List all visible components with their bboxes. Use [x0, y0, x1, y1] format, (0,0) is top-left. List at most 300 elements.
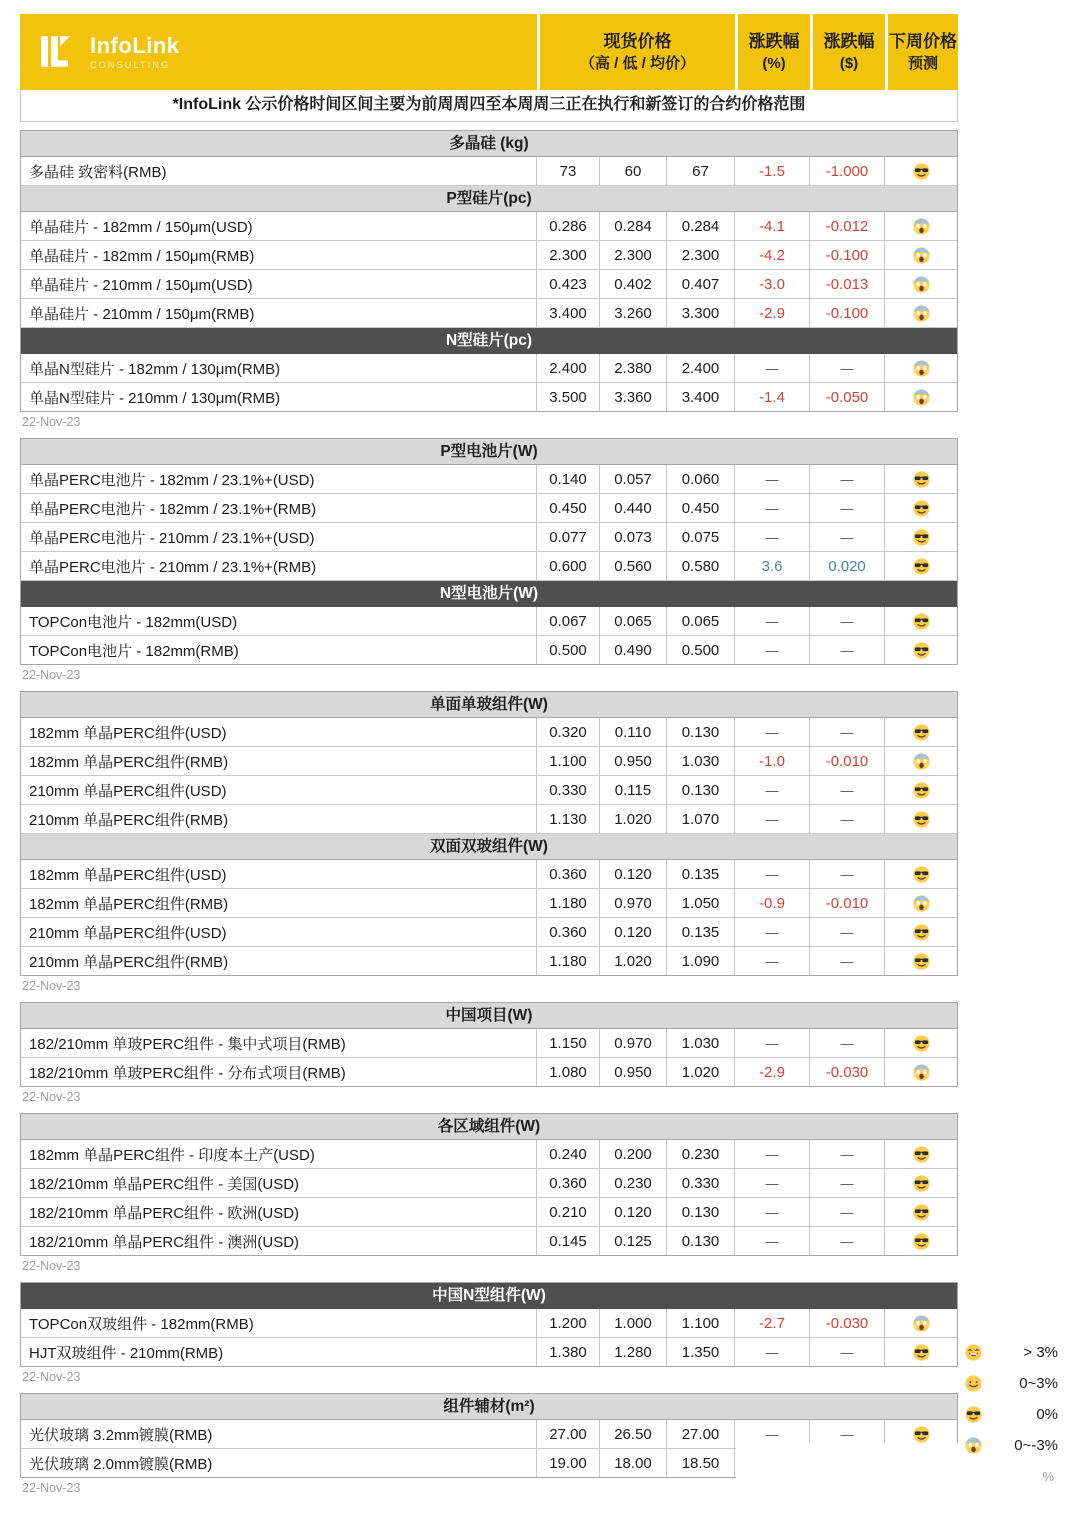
table-row [21, 1140, 957, 1169]
sunglasses-emoji-icon [913, 866, 930, 883]
price-low: 0.120 [599, 1198, 666, 1226]
price-average: 0.450 [666, 494, 734, 522]
price-low: 2.380 [599, 354, 666, 382]
price-high: 1.100 [536, 747, 599, 775]
change-percent: — [734, 1338, 809, 1366]
change-dollar: -0.100 [809, 241, 884, 269]
change-dollar: -0.030 [809, 1309, 884, 1337]
table-row [21, 354, 957, 383]
table-row [21, 212, 957, 241]
change-percent: — [734, 354, 809, 382]
price-low: 1.020 [599, 805, 666, 833]
price-low: 0.950 [599, 747, 666, 775]
change-dollar: — [809, 607, 884, 635]
section-header: 中国N型组件(W) [21, 1283, 957, 1309]
legend-item [960, 1399, 1070, 1430]
product-label: 单晶PERC电池片 - 210mm / 23.1%+(RMB) [29, 558, 317, 576]
change-percent: — [734, 718, 809, 746]
price-low: 0.120 [599, 918, 666, 946]
forecast-cell [884, 1140, 957, 1168]
change-percent: — [734, 947, 809, 975]
price-low: 0.440 [599, 494, 666, 522]
forecast-cell [884, 1227, 957, 1255]
legend-item [960, 1430, 1070, 1461]
table-row [21, 607, 957, 636]
forecast-cell [884, 860, 957, 888]
forecast-cell [884, 494, 957, 522]
section-header: 组件辅材(m²) [21, 1394, 957, 1420]
forecast-cell [884, 1169, 957, 1197]
change-dollar: 0.020 [809, 552, 884, 580]
price-high: 1.180 [536, 889, 599, 917]
change-percent: — [734, 860, 809, 888]
table-row [21, 465, 957, 494]
forecast-cell [884, 212, 957, 240]
change-percent: — [734, 1169, 809, 1197]
change-percent: — [734, 1420, 809, 1448]
table-row [21, 241, 957, 270]
table-row [21, 805, 957, 834]
product-label: 182/210mm 单晶PERC组件 - 欧洲(USD) [29, 1204, 300, 1222]
block-date: 22-Nov-23 [22, 415, 81, 429]
price-average: 0.130 [666, 776, 734, 804]
sunglasses-emoji-icon [913, 1233, 930, 1250]
price-high: 0.360 [536, 860, 599, 888]
forecast-legend [960, 1337, 1070, 1492]
forecast-cell [884, 383, 957, 411]
change-dollar: — [809, 465, 884, 493]
sunglasses-emoji-icon [913, 500, 930, 517]
change-percent: — [734, 1198, 809, 1226]
change-percent: — [734, 636, 809, 664]
price-table-block [20, 1282, 958, 1367]
change-percent: -4.1 [734, 212, 809, 240]
sunglasses-emoji-icon [913, 642, 930, 659]
product-label: TOPCon电池片 - 182mm(USD) [29, 613, 238, 631]
grin-emoji-icon [965, 1344, 982, 1361]
product-label: 182/210mm 单玻PERC组件 - 集中式项目(RMB) [29, 1035, 346, 1053]
change-dollar: — [809, 805, 884, 833]
price-average: 1.090 [666, 947, 734, 975]
table-row [21, 1058, 957, 1086]
price-average: 0.330 [666, 1169, 734, 1197]
product-label: 210mm 单晶PERC组件(RMB) [29, 953, 229, 971]
change-dollar: — [809, 1169, 884, 1197]
legend-label: > 3% [1023, 1344, 1058, 1361]
change-dollar: — [809, 636, 884, 664]
section-header: N型电池片(W) [21, 581, 957, 607]
price-high: 2.300 [536, 241, 599, 269]
sunglasses-emoji-icon [913, 1344, 930, 1361]
change-percent: — [734, 494, 809, 522]
change-dollar: -0.013 [809, 270, 884, 298]
change-percent: -1.0 [734, 747, 809, 775]
change-percent-title: 涨跌幅 [748, 32, 800, 51]
product-label: 单晶硅片 - 182mm / 150μm(USD) [29, 218, 253, 236]
forecast-cell [884, 636, 957, 664]
price-average: 0.130 [666, 1198, 734, 1226]
price-low: 0.125 [599, 1227, 666, 1255]
product-label: 单晶PERC电池片 - 182mm / 23.1%+(RMB) [29, 500, 317, 518]
forecast-cell [884, 776, 957, 804]
block-date: 22-Nov-23 [22, 979, 81, 993]
table-row [21, 1338, 957, 1366]
product-label: 182mm 单晶PERC组件 - 印度本土产(USD) [29, 1146, 315, 1164]
table-row [21, 299, 957, 328]
price-high: 0.210 [536, 1198, 599, 1226]
change-percent: — [734, 776, 809, 804]
sunglasses-emoji-icon [913, 163, 930, 180]
forecast-cell [884, 1198, 957, 1226]
spot-price-title: 现货价格 [603, 32, 672, 51]
forecast-cell [884, 918, 957, 946]
sunglasses-emoji-icon [913, 558, 930, 575]
product-label: 光伏玻璃 2.0mm镀膜(RMB) [29, 1455, 213, 1473]
price-low: 0.110 [599, 718, 666, 746]
change-percent: — [734, 918, 809, 946]
sunglasses-emoji-icon [913, 1426, 930, 1443]
change-percent-unit: (%) [762, 55, 786, 72]
section-header: 双面双玻组件(W) [21, 834, 957, 860]
change-dollar-unit: ($) [839, 55, 859, 72]
table-row [21, 270, 957, 299]
price-tables [20, 130, 958, 1504]
logo-text [90, 32, 180, 70]
scream-emoji-icon [913, 305, 930, 322]
price-low: 18.00 [599, 1449, 666, 1477]
price-table-block [20, 438, 958, 665]
block-date: 22-Nov-23 [22, 668, 81, 682]
sunglasses-emoji-icon [913, 953, 930, 970]
sunglasses-emoji-icon [913, 1035, 930, 1052]
forecast-cell [884, 1309, 957, 1337]
price-low: 3.260 [599, 299, 666, 327]
product-label: 单晶PERC电池片 - 182mm / 23.1%+(USD) [29, 471, 315, 489]
change-percent: -2.9 [734, 299, 809, 327]
product-label: 单晶N型硅片 - 210mm / 130μm(RMB) [29, 389, 281, 407]
price-average: 1.030 [666, 1029, 734, 1057]
scream-emoji-icon [965, 1437, 982, 1454]
forecast-cell [884, 241, 957, 269]
forecast-cell [884, 552, 957, 580]
price-high: 19.00 [536, 1449, 599, 1477]
price-low: 0.284 [599, 212, 666, 240]
price-average: 0.500 [666, 636, 734, 664]
product-label: 光伏玻璃 3.2mm镀膜(RMB) [29, 1426, 213, 1444]
price-low: 0.057 [599, 465, 666, 493]
forecast-title: 下周价格 [889, 32, 957, 51]
sunglasses-emoji-icon [965, 1406, 982, 1423]
product-label: 单晶硅片 - 182mm / 150μm(RMB) [29, 247, 255, 265]
change-dollar: -0.010 [809, 747, 884, 775]
sunglasses-emoji-icon [913, 471, 930, 488]
legend-emoji [965, 1437, 982, 1454]
price-low: 0.073 [599, 523, 666, 551]
change-dollar: — [809, 1029, 884, 1057]
table-row [21, 552, 957, 581]
price-average: 3.400 [666, 383, 734, 411]
forecast-cell [884, 947, 957, 975]
forecast-cell [884, 889, 957, 917]
price-average: 67 [666, 157, 734, 185]
change-percent: — [734, 465, 809, 493]
change-percent: -0.9 [734, 889, 809, 917]
price-table-block [20, 1113, 958, 1256]
table-row [21, 1198, 957, 1227]
product-label: 182mm 单晶PERC组件(USD) [29, 724, 227, 742]
infolink-logo-mark-icon [38, 30, 80, 74]
scream-emoji-icon [913, 895, 930, 912]
price-high: 0.330 [536, 776, 599, 804]
table-row [21, 1029, 957, 1058]
product-label: 210mm 单晶PERC组件(RMB) [29, 811, 229, 829]
change-dollar: — [809, 1198, 884, 1226]
price-average: 0.407 [666, 270, 734, 298]
change-dollar: — [809, 947, 884, 975]
price-low: 2.300 [599, 241, 666, 269]
product-label: 单晶硅片 - 210mm / 150μm(USD) [29, 276, 253, 294]
price-average: 1.100 [666, 1309, 734, 1337]
sunglasses-emoji-icon [913, 1175, 930, 1192]
product-label: 182mm 单晶PERC组件(RMB) [29, 753, 229, 771]
table-row [21, 494, 957, 523]
change-dollar: -0.100 [809, 299, 884, 327]
sunglasses-emoji-icon [913, 1146, 930, 1163]
change-dollar: -0.030 [809, 1058, 884, 1086]
price-high: 0.145 [536, 1227, 599, 1255]
price-low: 0.230 [599, 1169, 666, 1197]
column-header-change-dollar [810, 14, 885, 90]
product-label: 210mm 单晶PERC组件(USD) [29, 924, 227, 942]
price-table-block [20, 130, 958, 412]
section-header: 单面单玻组件(W) [21, 692, 957, 718]
forecast-cell [884, 805, 957, 833]
price-low: 1.280 [599, 1338, 666, 1366]
price-high: 0.077 [536, 523, 599, 551]
forecast-cell [884, 747, 957, 775]
legend-label: % [1042, 1469, 1054, 1484]
price-high: 1.080 [536, 1058, 599, 1086]
product-label: 单晶N型硅片 - 182mm / 130μm(RMB) [29, 360, 281, 378]
price-report-page [20, 14, 958, 1504]
report-title-bar [20, 14, 958, 90]
table-row [21, 157, 957, 186]
price-average: 1.350 [666, 1338, 734, 1366]
forecast-cell [884, 270, 957, 298]
sunglasses-emoji-icon [913, 811, 930, 828]
change-dollar: -1.000 [809, 157, 884, 185]
forecast-cell [884, 299, 957, 327]
smile-emoji-icon [965, 1375, 982, 1392]
forecast-cell [884, 157, 957, 185]
forecast-cell [884, 523, 957, 551]
price-high: 27.00 [536, 1420, 599, 1448]
forecast-cell [884, 718, 957, 746]
change-dollar: -0.010 [809, 889, 884, 917]
table-row [21, 860, 957, 889]
change-percent: — [734, 1140, 809, 1168]
change-percent: — [734, 805, 809, 833]
product-label: 182mm 单晶PERC组件(USD) [29, 866, 227, 884]
change-dollar-title: 涨跌幅 [823, 32, 875, 51]
change-dollar: -0.050 [809, 383, 884, 411]
forecast-cell [884, 1338, 957, 1366]
price-low: 60 [599, 157, 666, 185]
erased-area-overlay [736, 1443, 960, 1479]
price-low: 0.560 [599, 552, 666, 580]
block-date: 22-Nov-23 [22, 1259, 81, 1273]
price-average: 27.00 [666, 1420, 734, 1448]
scream-emoji-icon [913, 218, 930, 235]
change-percent: — [734, 607, 809, 635]
sunglasses-emoji-icon [913, 1204, 930, 1221]
change-dollar: — [809, 494, 884, 522]
price-high: 0.067 [536, 607, 599, 635]
product-label: 182/210mm 单晶PERC组件 - 美国(USD) [29, 1175, 300, 1193]
price-average: 0.135 [666, 918, 734, 946]
change-dollar: — [809, 918, 884, 946]
table-row [21, 747, 957, 776]
sunglasses-emoji-icon [913, 529, 930, 546]
change-dollar: — [809, 1227, 884, 1255]
block-date: 22-Nov-23 [22, 1090, 81, 1104]
sunglasses-emoji-icon [913, 782, 930, 799]
forecast-cell [884, 1058, 957, 1086]
price-low: 0.065 [599, 607, 666, 635]
price-average: 2.400 [666, 354, 734, 382]
change-percent: — [734, 1029, 809, 1057]
change-percent: 3.6 [734, 552, 809, 580]
price-low: 0.970 [599, 1029, 666, 1057]
section-header: 各区域组件(W) [21, 1114, 957, 1140]
change-dollar: — [809, 718, 884, 746]
price-low: 0.200 [599, 1140, 666, 1168]
price-high: 3.400 [536, 299, 599, 327]
price-average: 0.065 [666, 607, 734, 635]
table-row [21, 383, 957, 411]
price-low: 0.120 [599, 860, 666, 888]
price-high: 0.360 [536, 1169, 599, 1197]
legend-label: 0~-3% [1014, 1437, 1058, 1454]
change-dollar: — [809, 1140, 884, 1168]
sunglasses-emoji-icon [913, 613, 930, 630]
price-average: 3.300 [666, 299, 734, 327]
price-high: 2.400 [536, 354, 599, 382]
price-high: 0.286 [536, 212, 599, 240]
section-header: N型硅片(pc) [21, 328, 957, 354]
price-average: 0.230 [666, 1140, 734, 1168]
change-percent: — [734, 1227, 809, 1255]
product-label: TOPCon电池片 - 182mm(RMB) [29, 642, 239, 660]
table-row [21, 1309, 957, 1338]
price-high: 3.500 [536, 383, 599, 411]
forecast-cell [884, 354, 957, 382]
change-dollar: — [809, 776, 884, 804]
price-average: 0.135 [666, 860, 734, 888]
price-high: 1.180 [536, 947, 599, 975]
price-period-note: *InfoLink 公示价格时间区间主要为前周周四至本周周三正在执行和新签订的合约价格范围 [20, 90, 958, 122]
change-percent: -1.4 [734, 383, 809, 411]
change-dollar: — [809, 860, 884, 888]
legend-emoji [965, 1406, 982, 1423]
sunglasses-emoji-icon [913, 724, 930, 741]
section-header: 中国项目(W) [21, 1003, 957, 1029]
block-date: 22-Nov-23 [22, 1370, 81, 1384]
legend-item [960, 1461, 1070, 1492]
price-high: 1.380 [536, 1338, 599, 1366]
table-row [21, 1169, 957, 1198]
product-label: 多晶硅 致密料(RMB) [29, 163, 167, 181]
change-percent: -4.2 [734, 241, 809, 269]
price-low: 0.402 [599, 270, 666, 298]
price-high: 0.320 [536, 718, 599, 746]
product-label: 单晶PERC电池片 - 210mm / 23.1%+(USD) [29, 529, 315, 547]
table-row [21, 776, 957, 805]
legend-label: 0% [1036, 1406, 1058, 1423]
price-low: 0.115 [599, 776, 666, 804]
price-high: 1.200 [536, 1309, 599, 1337]
product-label: TOPCon双玻组件 - 182mm(RMB) [29, 1315, 254, 1333]
scream-emoji-icon [913, 276, 930, 293]
infolink-logo [20, 14, 537, 90]
price-average: 0.130 [666, 718, 734, 746]
price-average: 0.580 [666, 552, 734, 580]
table-row [21, 636, 957, 664]
legend-label: 0~3% [1019, 1375, 1058, 1392]
change-percent: — [734, 523, 809, 551]
change-dollar: — [809, 1420, 884, 1448]
price-high: 73 [536, 157, 599, 185]
price-low: 1.020 [599, 947, 666, 975]
table-row [21, 1227, 957, 1255]
product-label: 单晶硅片 - 210mm / 150μm(RMB) [29, 305, 255, 323]
forecast-subtitle: 预测 [907, 55, 938, 72]
table-row [21, 523, 957, 552]
scream-emoji-icon [913, 389, 930, 406]
price-table-block [20, 1002, 958, 1087]
legend-item [960, 1337, 1070, 1368]
legend-item [960, 1368, 1070, 1399]
scream-emoji-icon [913, 1064, 930, 1081]
table-row [21, 718, 957, 747]
price-average: 0.060 [666, 465, 734, 493]
product-label: 210mm 单晶PERC组件(USD) [29, 782, 227, 800]
price-average: 0.284 [666, 212, 734, 240]
column-header-spot-price [537, 14, 735, 90]
price-high: 0.500 [536, 636, 599, 664]
scream-emoji-icon [913, 247, 930, 264]
forecast-cell [884, 1029, 957, 1057]
change-percent: -2.9 [734, 1058, 809, 1086]
column-header-change-percent [735, 14, 810, 90]
price-average: 1.050 [666, 889, 734, 917]
price-high: 0.140 [536, 465, 599, 493]
price-table-block [20, 691, 958, 976]
section-header: P型电池片(W) [21, 439, 957, 465]
price-low: 1.000 [599, 1309, 666, 1337]
product-label: 182/210mm 单晶PERC组件 - 澳洲(USD) [29, 1233, 300, 1251]
change-dollar: — [809, 523, 884, 551]
forecast-cell [884, 607, 957, 635]
table-row [21, 947, 957, 975]
change-percent: -3.0 [734, 270, 809, 298]
price-average: 1.030 [666, 747, 734, 775]
forecast-cell [884, 465, 957, 493]
price-average: 1.020 [666, 1058, 734, 1086]
table-row [21, 918, 957, 947]
product-label: 182/210mm 单玻PERC组件 - 分布式项目(RMB) [29, 1064, 346, 1082]
block-date: 22-Nov-23 [22, 1481, 81, 1495]
